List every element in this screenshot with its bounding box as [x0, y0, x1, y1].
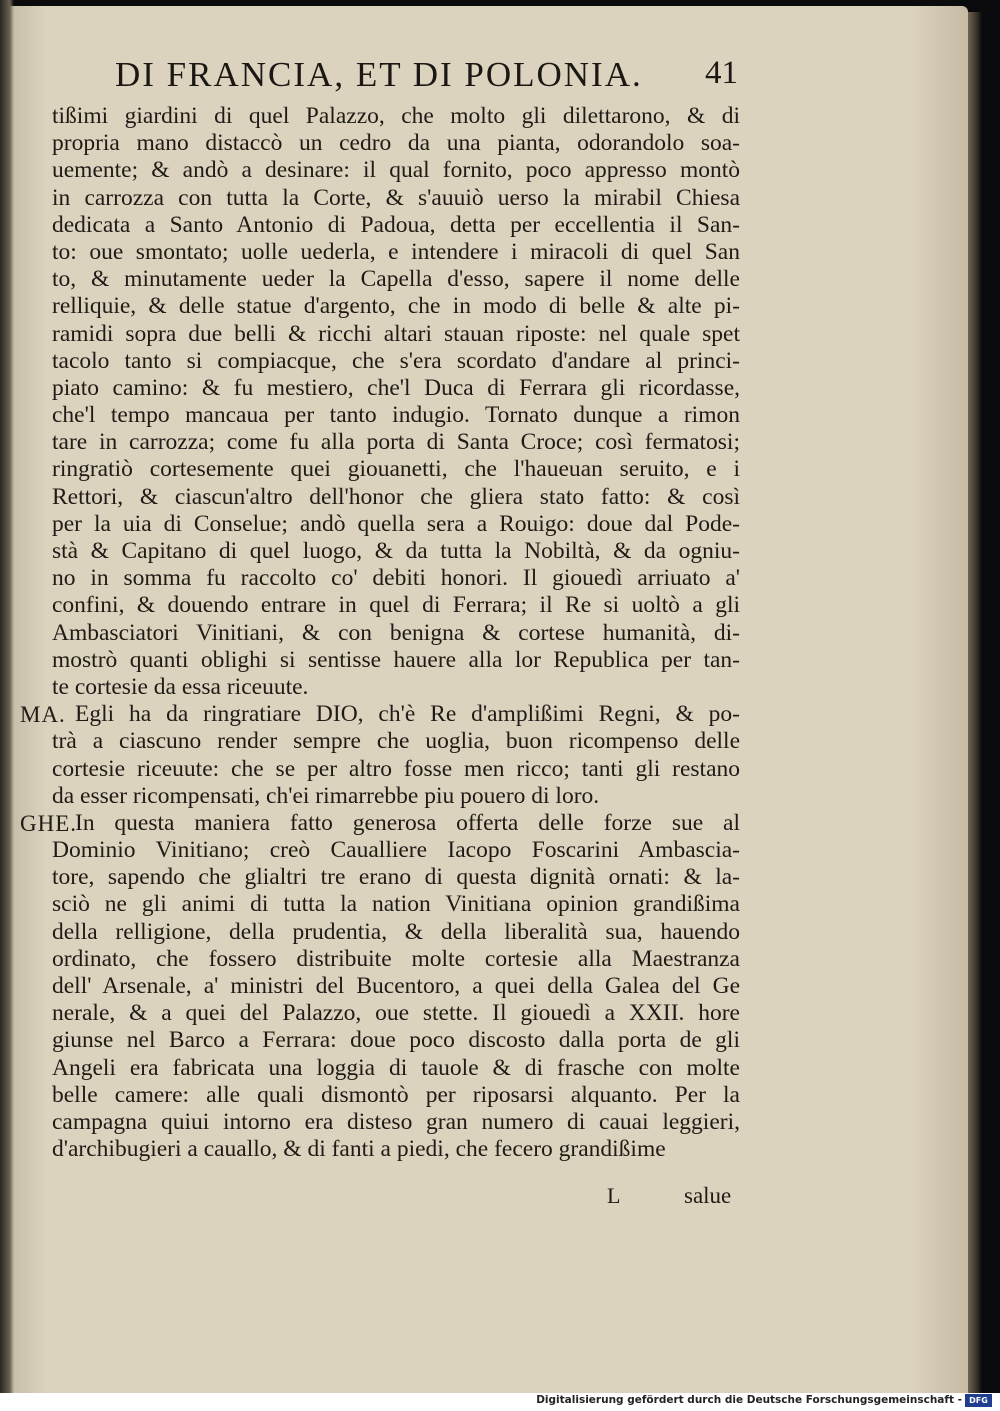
text-line: [20, 402, 740, 429]
line-text: da esser ricompensati, ch'ei rimarrebbe piu pouero di loro.: [52, 782, 600, 809]
page-number: 41: [705, 55, 738, 91]
line-text: to, & minutamente ueder la Capella d'esso, sapere il nome delle: [52, 266, 740, 293]
line-text: piato camino: & fu mestiero, che'l Duca di Ferrara gli ricordasse,: [52, 374, 740, 401]
text-line: [20, 212, 740, 239]
line-text: dell' Arsenale, a' ministri del Bucentoro, a quei della Galea del Ge: [52, 973, 740, 999]
body-text: [20, 103, 740, 1163]
running-head: [115, 55, 745, 99]
text-line: [20, 756, 740, 783]
line-text: to: oue smontato; uolle uederla, e intendere i miracoli di quel San: [52, 238, 740, 265]
text-line: [20, 321, 740, 348]
text-line: [20, 103, 740, 130]
text-line: [20, 185, 740, 212]
text-line: [20, 565, 740, 592]
text-line: [20, 810, 740, 837]
text-line: [20, 375, 740, 402]
text-line: [20, 1027, 740, 1054]
line-text: In questa maniera fatto generosa offerta delle forze sue al: [75, 809, 740, 836]
page-binding-shadow: [0, 0, 14, 1393]
line-text: nerale, & a quei del Palazzo, oue stette. Il giouedì a XXII. hore: [52, 1000, 740, 1027]
line-text: mostrò quanti oblighi si sentisse hauere alla lor Republica per tan-: [52, 646, 740, 673]
line-text: tacolo tanto si compiacque, che s'era scordato d'andare al princi-: [52, 347, 740, 374]
text-line: [20, 1000, 740, 1027]
text-line: [20, 946, 740, 973]
text-line: [20, 511, 740, 538]
text-line: [20, 592, 740, 619]
text-line: [20, 429, 740, 456]
line-text: Dominio Vinitiano; creò Caualliere Iacopo Foscarini Ambascia-: [52, 837, 740, 864]
text-line: [20, 837, 740, 864]
line-text: no in somma fu raccolto co' debiti honori. Il giouedì arriuato a': [52, 565, 740, 592]
line-text: trà a ciascuno render sempre che uoglia, buon ricompenso delle: [52, 728, 740, 755]
speaker-label: GHE.: [20, 810, 78, 836]
line-text: Rettori, & ciascun'altro dell'honor che gliera stato fatto: & così: [52, 483, 740, 510]
line-text: propria mano distaccò un cedro da una pianta, odorandolo soa-: [52, 130, 740, 157]
text-line: [20, 620, 740, 647]
text-line: [20, 891, 740, 918]
line-text: campagna quiui intorno era disteso gran numero di cauai leggieri,: [52, 1108, 740, 1135]
line-text: uemente; & andò a desinare: il qual fornito, poco appresso montò: [52, 157, 740, 184]
line-text: tare in carrozza; come fu alla porta di Santa Croce; così fermatosi;: [52, 429, 740, 456]
text-line: [20, 783, 740, 810]
line-text: relliquie, & delle statue d'argento, che in modo di belle & alte pi-: [52, 293, 740, 320]
text-line: [20, 484, 740, 511]
footer-text: Digitalisierung gefördert durch die Deutsche Forschungsgemeinschaft -: [536, 1394, 962, 1406]
footer: [0, 1393, 1000, 1411]
text-line: [20, 647, 740, 674]
text-line: [20, 130, 740, 157]
text-line: [20, 266, 740, 293]
line-text: Ambasciatori Vinitiani, & con benigna & cortese humanità, di-: [52, 619, 740, 646]
line-text: d'archibugieri a cauallo, & di fanti a piedi, che fecero grandißime: [52, 1136, 666, 1163]
line-text: confini, & douendo entrare in quel di Ferrara; il Re si uoltò a gli: [52, 592, 740, 619]
line-text: della relligione, della prudentia, & della liberalità sua, hauendo: [52, 918, 740, 945]
line-text: belle camere: alle quali dismontò per riposarsi alquanto. Per la: [52, 1081, 740, 1108]
speaker-label: MA.: [20, 702, 66, 728]
text-line: [20, 728, 740, 755]
catch-row: [40, 1183, 740, 1215]
line-text: stà & Capitano di quel luogo, & da tutta la Nobiltà, & da ogniu-: [52, 538, 740, 564]
line-text: che'l tempo mancaua per tanto indugio. Tornato dunque a rimon: [52, 402, 740, 429]
text-line: [20, 1109, 740, 1136]
line-text: giunse nel Barco a Ferrara: doue poco discosto dalla porta de gli: [52, 1027, 740, 1054]
running-title: DI FRANCIA, ET DI POLONIA.: [115, 55, 643, 94]
page-edge: [968, 12, 982, 1393]
text-line: [20, 701, 740, 728]
line-text: Angeli era fabricata una loggia di tauole & di frasche con molte: [52, 1054, 740, 1081]
text-line: [20, 538, 740, 565]
text-line: [20, 1082, 740, 1109]
text-line: [20, 293, 740, 320]
signature-mark: L: [607, 1183, 621, 1208]
text-line: [20, 157, 740, 184]
text-line: [20, 239, 740, 266]
text-line: [20, 456, 740, 483]
line-text: ringratiò cortesemente quei giouanetti, che l'haueuan seruito, e i: [52, 456, 740, 483]
catchword: salue: [684, 1183, 732, 1208]
line-text: Egli ha da ringratiare DIO, ch'è Re d'amplißimi Regni, & po-: [75, 701, 740, 728]
line-text: per la uia di Conselue; andò quella sera a Rouigo: doue dal Pode-: [52, 510, 740, 537]
line-text: ordinato, che fossero distribuite molte cortesie alla Maestranza: [52, 945, 740, 972]
line-text: te cortesie da essa riceuute.: [52, 673, 309, 700]
line-text: tißimi giardini di quel Palazzo, che molto gli dilettarono, & di: [52, 103, 740, 129]
line-text: cortesie riceuute: che se per altro fosse men ricco; tanti gli restano: [52, 755, 740, 782]
dfg-logo: DFG: [965, 1394, 992, 1407]
text-line: [20, 1136, 740, 1163]
text-line: [20, 674, 740, 701]
text-line: [20, 348, 740, 375]
line-text: tore, sapendo che glialtri tre erano di questa dignità ornati: & la-: [52, 864, 740, 891]
text-line: [20, 973, 740, 1000]
line-text: ramidi sopra due belli & ricchi altari stauan riposte: nel quale spet: [52, 320, 740, 347]
text-line: [20, 1055, 740, 1082]
line-text: dedicata a Santo Antonio di Padoua, detta per eccellentia il San-: [52, 211, 740, 238]
text-line: [20, 864, 740, 891]
text-line: [20, 919, 740, 946]
line-text: sciò ne gli animi di tutta la nation Vinitiana opinion grandißima: [52, 891, 740, 918]
line-text: in carrozza con tutta la Corte, & s'auuiò uerso la mirabil Chiesa: [52, 184, 740, 211]
